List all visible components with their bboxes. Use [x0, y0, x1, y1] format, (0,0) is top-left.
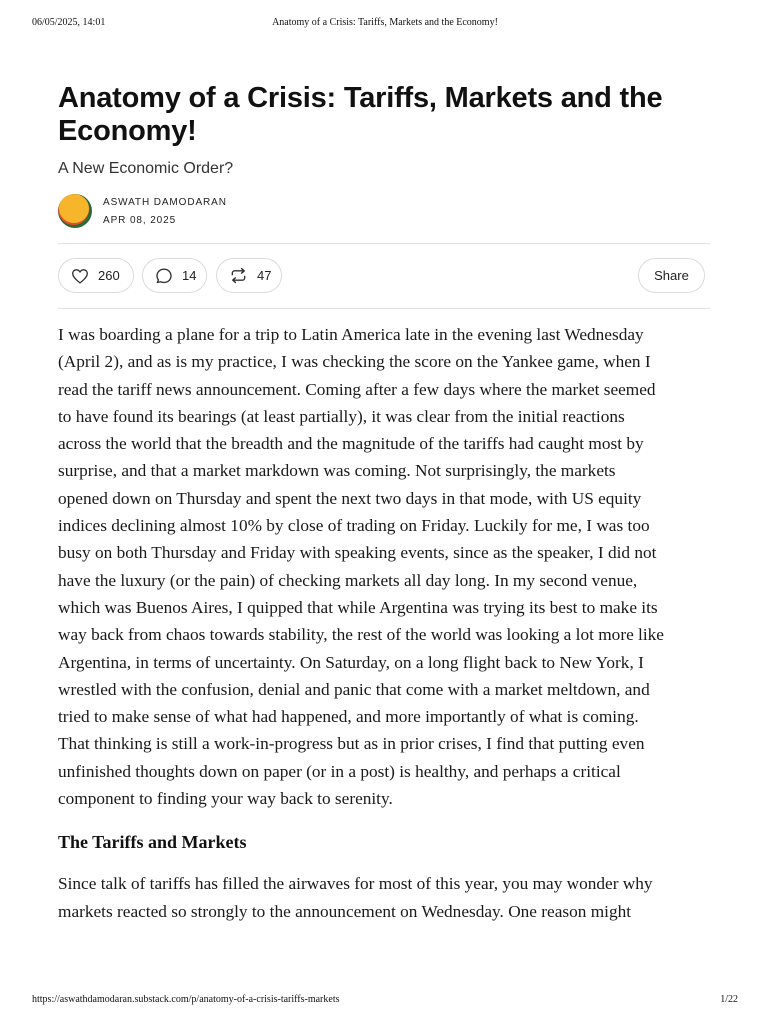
divider	[58, 308, 710, 309]
body-line: read the tariff news announcement. Coming after a few days where the market seemed	[58, 379, 656, 399]
restack-button[interactable]	[216, 258, 282, 293]
paragraph-2	[58, 870, 710, 925]
page-number: 1/22	[720, 994, 738, 1005]
heart-icon	[71, 268, 89, 284]
body-line: Argentina, in terms of uncertainty. On Saturday, on a long flight back to New York, I	[58, 652, 644, 672]
author-avatar[interactable]	[58, 194, 92, 228]
body-line: indices declining almost 10% by close of trading on Friday. Luckily for me, I was too	[58, 516, 650, 536]
body-line: way back from chaos towards stability, the rest of the world was looking a lot more like	[58, 625, 664, 645]
post-subtitle: A New Economic Order?	[58, 160, 234, 177]
body-line: tried to make sense of what had happened, and more importantly of what is coming.	[58, 707, 639, 727]
paragraph-1	[58, 321, 710, 812]
comment-icon	[155, 267, 173, 284]
like-count: 260	[98, 268, 120, 283]
section-heading: The Tariffs and Markets	[58, 832, 247, 853]
share-button[interactable]: Share	[638, 258, 705, 293]
print-doc-title: Anatomy of a Crisis: Tariffs, Markets and the Economy!	[272, 17, 498, 28]
body-line: have the luxury (or the pain) of checking markets all day long. In my second venue,	[58, 570, 638, 590]
comment-count: 14	[182, 268, 197, 283]
print-datetime: 06/05/2025, 14:01	[32, 17, 106, 28]
restack-icon	[229, 267, 248, 284]
body-line: which was Buenos Aires, I quipped that while Argentina was trying its best to make its	[58, 597, 658, 617]
restack-count: 47	[257, 268, 272, 283]
like-button[interactable]	[58, 258, 134, 293]
body-line: I was boarding a plane for a trip to Latin America late in the evening last Wednesday	[58, 325, 644, 344]
body-line: markets reacted so strongly to the announcement on Wednesday. One reason might	[58, 901, 632, 921]
body-line: unfinished thoughts down on paper (or in a post) is healthy, and perhaps a critical	[58, 761, 621, 781]
body-line: opened down on Thursday and spent the next two days in that mode, with US equity	[58, 488, 642, 508]
body-line: Since talk of tariffs has filled the airwaves for most of this year, you may wonder why	[58, 874, 653, 894]
body-line: to have found its bearings (at least partially), it was clear from the initial reactions	[58, 406, 625, 426]
author-name[interactable]: ASWATH DAMODARAN	[103, 197, 227, 208]
print-header	[32, 17, 738, 31]
post-title: Anatomy of a Crisis: Tariffs, Markets and the Economy!	[58, 82, 663, 147]
print-footer	[32, 994, 738, 1008]
body-line: component to finding your way back to serenity.	[58, 789, 393, 809]
post-date: APR 08, 2025	[103, 215, 177, 226]
comment-button[interactable]	[142, 258, 207, 293]
body-line: wrestled with the confusion, denial and panic that come with a market meltdown, and	[58, 679, 650, 699]
post-actions	[58, 244, 710, 308]
print-url[interactable]: https://aswathdamodaran.substack.com/p/anatomy-of-a-crisis-tariffs-markets	[32, 994, 340, 1005]
body-line: That thinking is still a work-in-progress but as in prior crises, I find that putting even	[58, 734, 645, 754]
body-line: surprise, and that a market markdown was coming. Not surprisingly, the markets	[58, 461, 616, 481]
body-line: busy on both Thursday and Friday with speaking events, since as the speaker, I did not	[58, 543, 657, 563]
body-line: (April 2), and as is my practice, I was checking the score on the Yankee game, when I	[58, 352, 651, 372]
body-line: across the world that the breadth and the magnitude of the tariffs had caught most by	[58, 434, 644, 454]
post-content	[58, 82, 710, 942]
byline	[58, 194, 710, 230]
